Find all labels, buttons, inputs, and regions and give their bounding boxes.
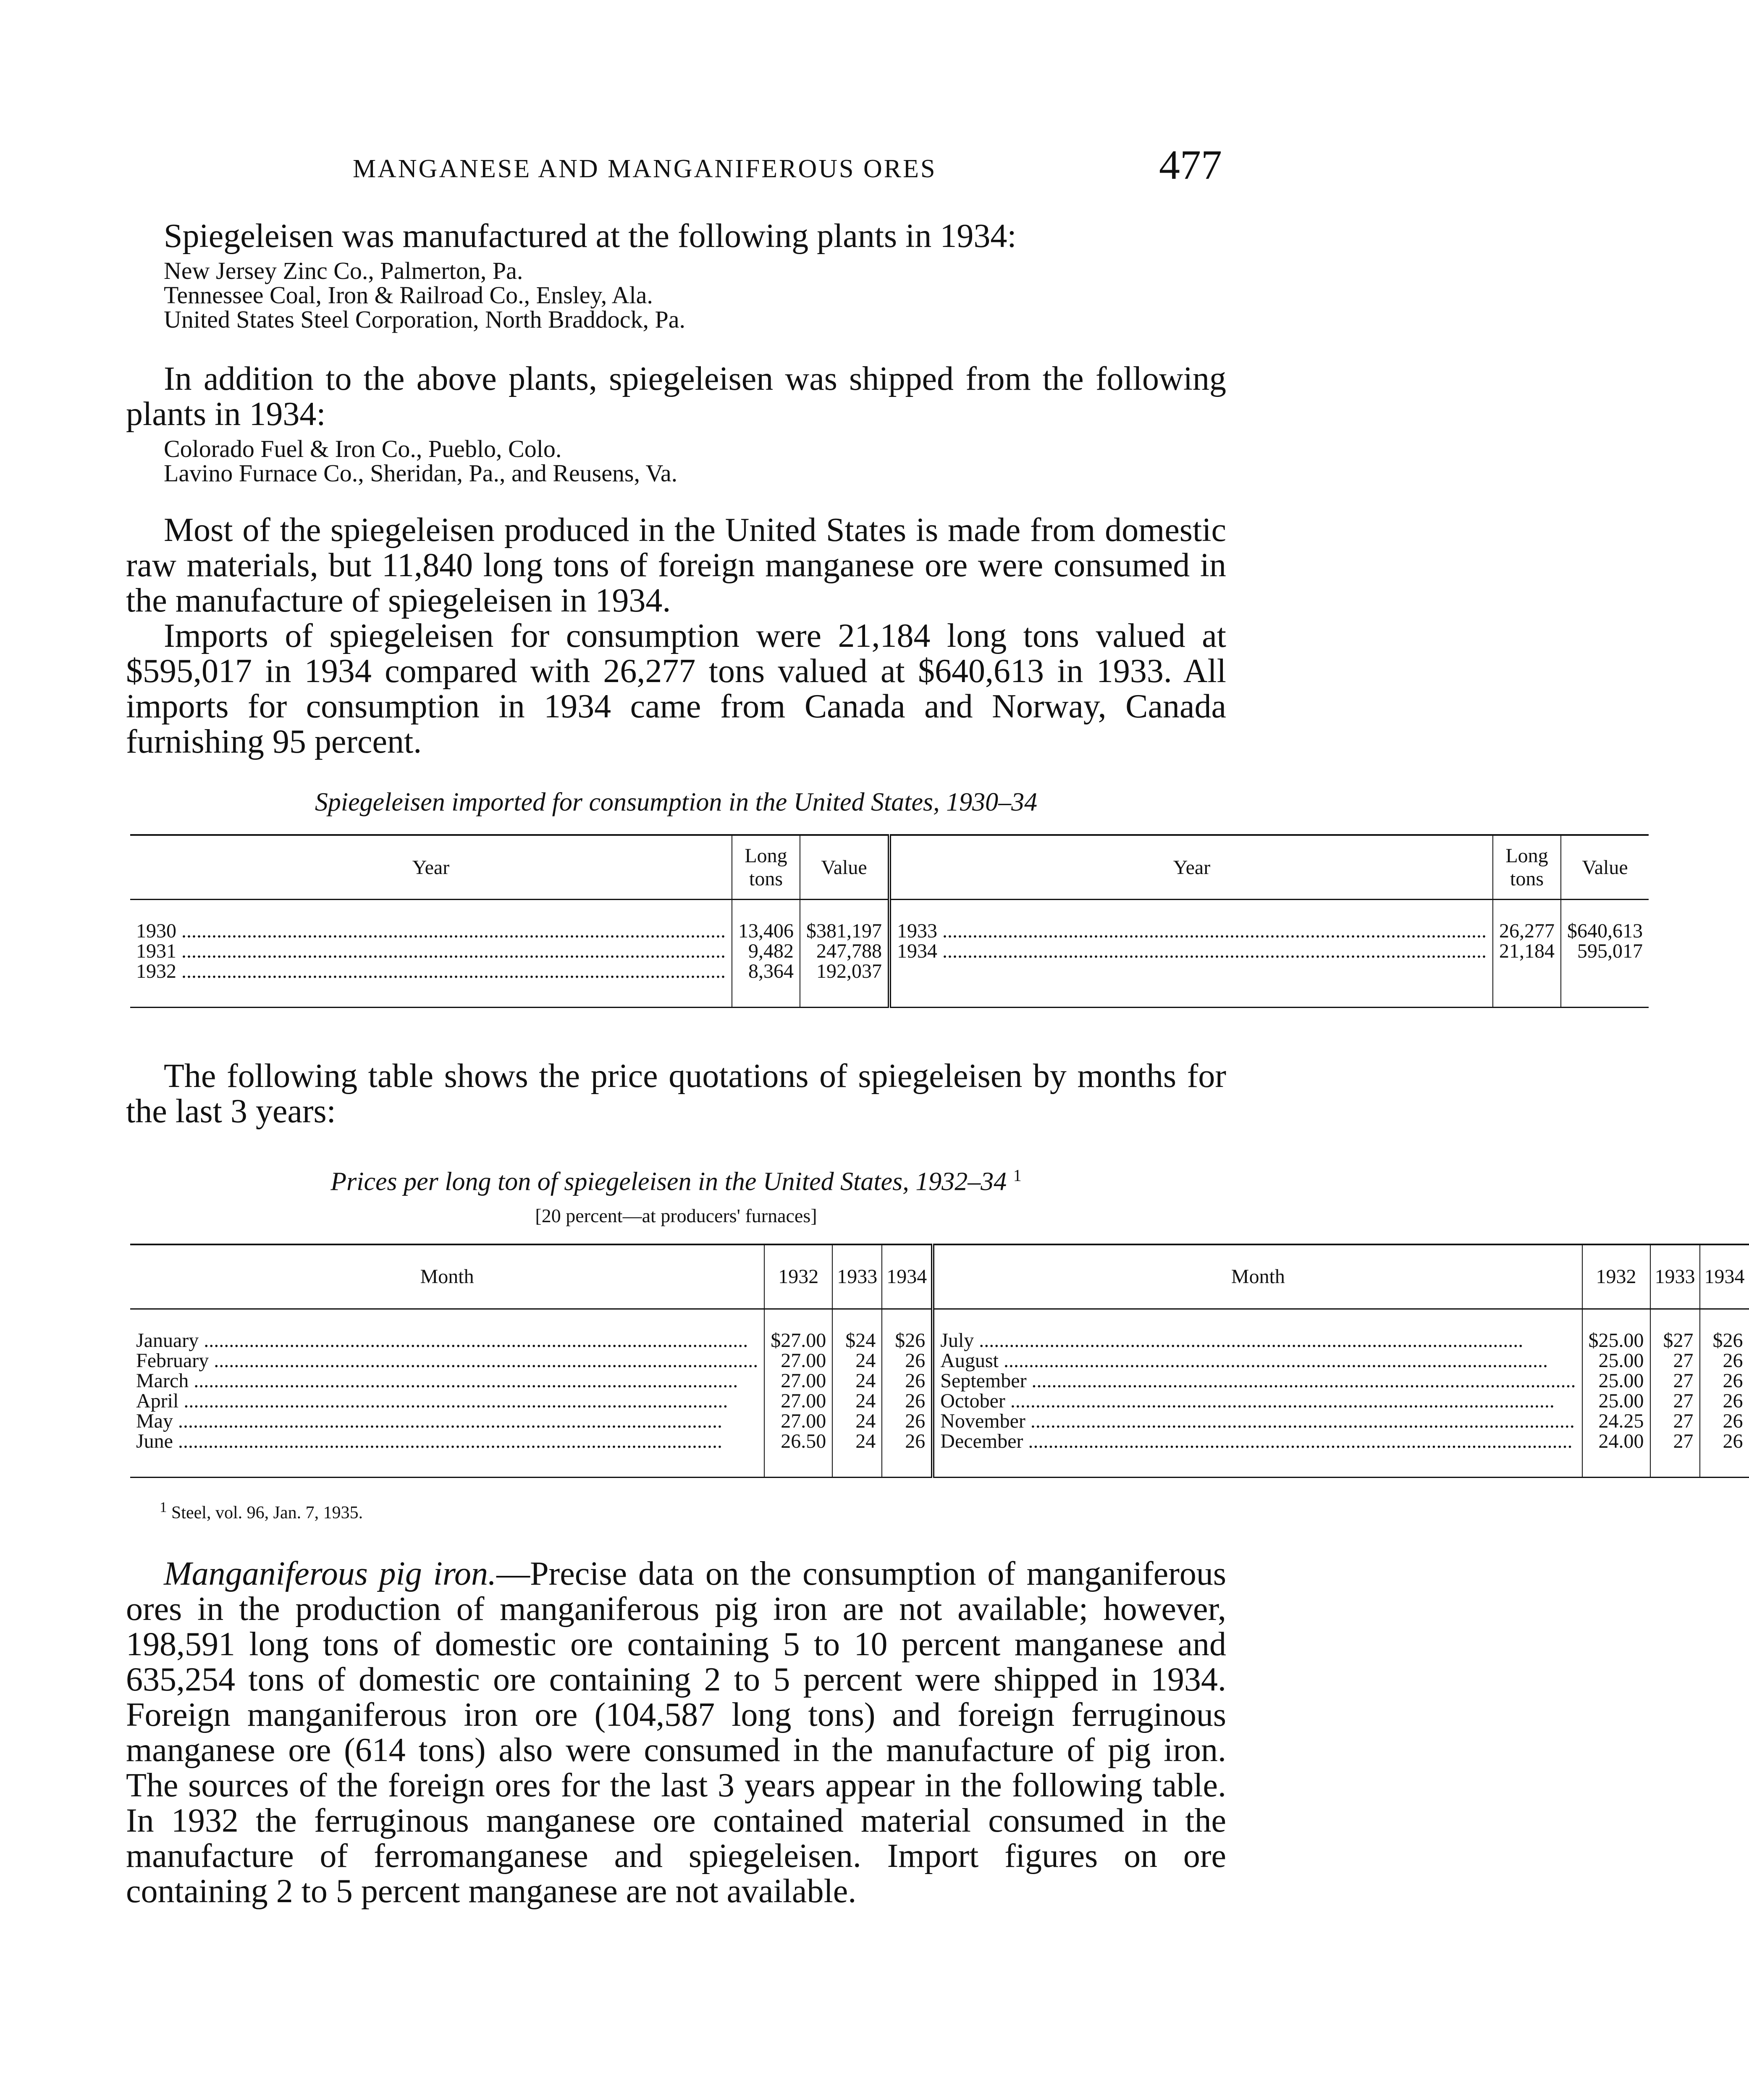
page-header bbox=[126, 142, 1226, 204]
table-row bbox=[130, 1431, 1749, 1478]
row-month: June ..... bbox=[136, 1431, 758, 1452]
price-intro-section bbox=[126, 1058, 1226, 1129]
column-header: 1934 bbox=[1700, 1244, 1749, 1309]
row-year: 1931 ..... bbox=[136, 941, 726, 961]
cell-1932: 27.00 bbox=[764, 1411, 832, 1431]
cell-1932: 26.50 bbox=[764, 1431, 832, 1478]
column-header: 1933 bbox=[832, 1244, 882, 1309]
row-year: 1934 ..... bbox=[897, 941, 1487, 961]
plants-intro: Spiegeleisen was manufactured at the following plants in 1934: bbox=[164, 218, 1017, 255]
cell-1932: 27.00 bbox=[764, 1351, 832, 1371]
column-header: Long tons bbox=[732, 835, 800, 900]
cell-1933: 27 bbox=[1650, 1391, 1700, 1411]
cell-1932: $27.00 bbox=[764, 1309, 832, 1351]
cell-value: 247,788 bbox=[800, 941, 889, 961]
cell-1934: 26 bbox=[882, 1391, 933, 1411]
cell-1932: 24.25 bbox=[1582, 1411, 1650, 1431]
column-header: 1934 bbox=[882, 1244, 933, 1309]
cell-1933: 24 bbox=[832, 1371, 882, 1391]
row-month: April ..... bbox=[136, 1391, 758, 1411]
cell-1933: 24 bbox=[832, 1411, 882, 1431]
table-row bbox=[130, 1411, 1749, 1431]
cell-1932: 25.00 bbox=[1582, 1351, 1650, 1371]
column-header: Long tons bbox=[1493, 835, 1561, 900]
plants-list bbox=[164, 259, 1226, 332]
cell-1932: 25.00 bbox=[1582, 1391, 1650, 1411]
cell-1934: 26 bbox=[882, 1411, 933, 1431]
cell-1933: $27 bbox=[1650, 1309, 1700, 1351]
cell-1934: 26 bbox=[1700, 1371, 1749, 1391]
cell-value: $381,197 bbox=[800, 900, 889, 942]
row-month: May ..... bbox=[136, 1411, 758, 1431]
table-imports bbox=[130, 834, 1649, 1008]
column-header: Value bbox=[800, 835, 889, 900]
footnote bbox=[160, 1499, 1226, 1523]
table-header-row bbox=[130, 835, 1649, 900]
row-year: 1932 ..... bbox=[136, 961, 726, 982]
cell-1934: 26 bbox=[882, 1351, 933, 1371]
row-month: August ..... bbox=[940, 1351, 1576, 1371]
section-lead: Manganiferous pig iron. bbox=[164, 1555, 497, 1592]
cell-value: $640,613 bbox=[1561, 900, 1649, 942]
column-header: Value bbox=[1561, 835, 1649, 900]
row-month: October ..... bbox=[940, 1391, 1576, 1411]
row-year: 1930 ..... bbox=[136, 921, 726, 941]
cell-1932: 27.00 bbox=[764, 1371, 832, 1391]
cell-1933: $24 bbox=[832, 1309, 882, 1351]
table-prices-subcaption: [20 percent—at producers' furnaces] bbox=[535, 1205, 817, 1226]
paragraph-pig-iron bbox=[126, 1556, 1226, 1909]
section-manganiferous-pig-iron bbox=[126, 1556, 1226, 1909]
body-paragraphs bbox=[126, 512, 1226, 759]
row-year: 1933 ..... bbox=[897, 921, 1487, 941]
cell-1933: 27 bbox=[1650, 1411, 1700, 1431]
table-row bbox=[130, 1391, 1749, 1411]
table-header-row bbox=[130, 1244, 1749, 1309]
table-prices-caption: Prices per long ton of spiegeleisen in the United States, 1932–34 $^1$ bbox=[330, 1166, 1022, 1196]
list-item: Tennessee Coal, Iron & Railroad Co., Ensley, Ala. bbox=[164, 281, 653, 309]
table-row bbox=[130, 941, 1649, 961]
row-month: January ..... bbox=[136, 1331, 758, 1351]
column-header: 1932 bbox=[1582, 1244, 1650, 1309]
row-month: November ..... bbox=[940, 1411, 1576, 1431]
cell-1933: 24 bbox=[832, 1431, 882, 1478]
footnote-text: Steel, vol. 96, Jan. 7, 1935. bbox=[171, 1503, 363, 1522]
row-month: September ..... bbox=[940, 1371, 1576, 1391]
table-imports-section bbox=[126, 788, 1643, 1008]
cell-1934: 26 bbox=[882, 1431, 933, 1478]
footnote-mark: 1 bbox=[160, 1499, 167, 1515]
shipped-intro: In addition to the above plants, spiegeleisen was shipped from the following plants in 1934: bbox=[126, 360, 1226, 433]
running-head: MANGANESE AND MANGANIFEROUS ORES bbox=[353, 155, 937, 183]
column-header: 1932 bbox=[764, 1244, 832, 1309]
page-number: 477 bbox=[1159, 142, 1222, 188]
list-item: Colorado Fuel & Iron Co., Pueblo, Colo. bbox=[164, 435, 562, 462]
paragraph-imports: Imports of spiegeleisen for consumption were 21,184 long tons valued at $595,017 in 1934 compared with 26,277 tons valued at $640,613 in 1933. All imports for consumption in 1934 came from Canada and Norway, Canada furnishing 95 percent. bbox=[126, 617, 1226, 760]
cell-value: 192,037 bbox=[800, 961, 889, 1008]
cell-1934: 26 bbox=[1700, 1391, 1749, 1411]
shipped-plants-list bbox=[164, 437, 1226, 486]
row-month: December ..... bbox=[940, 1431, 1576, 1452]
list-item: United States Steel Corporation, North Braddock, Pa. bbox=[164, 306, 685, 333]
table-row bbox=[130, 961, 1649, 1008]
paragraph-price-intro: The following table shows the price quotations of spiegeleisen by months for the last 3 years: bbox=[126, 1058, 1226, 1130]
cell-1933: 27 bbox=[1650, 1431, 1700, 1478]
table-imports-caption: Spiegeleisen imported for consumption in the United States, 1930–34 bbox=[315, 788, 1038, 816]
cell-1932: 24.00 bbox=[1582, 1431, 1650, 1478]
table-row bbox=[130, 1309, 1749, 1351]
table-row bbox=[130, 900, 1649, 942]
cell-1933: 27 bbox=[1650, 1351, 1700, 1371]
list-item: New Jersey Zinc Co., Palmerton, Pa. bbox=[164, 257, 523, 284]
section-plants-manufactured bbox=[126, 218, 1226, 332]
paragraph-domestic-materials: Most of the spiegeleisen produced in the United States is made from domestic raw materials, but 11,840 long tons of foreign manganese ore were consumed in the manufacture of spiegeleisen in 1934. bbox=[126, 512, 1226, 619]
row-month: February ..... bbox=[136, 1351, 758, 1371]
table-prices-section bbox=[126, 1166, 1745, 1523]
table-prices bbox=[130, 1244, 1749, 1478]
column-header: Month bbox=[130, 1244, 764, 1309]
cell-1932: 25.00 bbox=[1582, 1371, 1650, 1391]
cell-long-tons: 21,184 bbox=[1493, 941, 1561, 961]
cell-1933: 24 bbox=[832, 1351, 882, 1371]
row-month: July ..... bbox=[940, 1331, 1576, 1351]
cell-1934: $26 bbox=[882, 1309, 933, 1351]
cell-long-tons: 13,406 bbox=[732, 900, 800, 942]
cell-1934: 26 bbox=[1700, 1431, 1749, 1478]
cell-1934: 26 bbox=[1700, 1351, 1749, 1371]
list-item: Lavino Furnace Co., Sheridan, Pa., and Reusens, Va. bbox=[164, 459, 678, 487]
table-row bbox=[130, 1351, 1749, 1371]
cell-long-tons: 9,482 bbox=[732, 941, 800, 961]
cell-1934: 26 bbox=[882, 1371, 933, 1391]
cell-value: 595,017 bbox=[1561, 941, 1649, 961]
row-month: March ..... bbox=[136, 1371, 758, 1391]
cell-1932: 27.00 bbox=[764, 1391, 832, 1411]
section-plants-shipped bbox=[126, 361, 1226, 486]
table-prices-body bbox=[130, 1309, 1749, 1477]
column-header: 1933 bbox=[1650, 1244, 1700, 1309]
table-row bbox=[130, 1371, 1749, 1391]
cell-1933: 24 bbox=[832, 1391, 882, 1411]
cell-1933: 27 bbox=[1650, 1371, 1700, 1391]
column-header: Month bbox=[933, 1244, 1582, 1309]
cell-long-tons: 8,364 bbox=[732, 961, 800, 1008]
cell-1932: $25.00 bbox=[1582, 1309, 1650, 1351]
column-header: Year bbox=[889, 835, 1493, 900]
cell-1934: $26 bbox=[1700, 1309, 1749, 1351]
cell-long-tons: 26,277 bbox=[1493, 900, 1561, 942]
cell-1934: 26 bbox=[1700, 1411, 1749, 1431]
footnote-ref: 1 bbox=[1013, 1166, 1022, 1185]
column-header: Year bbox=[130, 835, 732, 900]
section-text: —Precise data on the consumption of manganiferous ores in the production of manganiferous pig iron are not available; however, 198,591 long tons of domestic ore containing 5 to 10 percent manganese and 635,254 tons of domestic ore containing 2 to 5 percent were shipped in 1934. Foreign manganiferous iron ore (104,587 long tons) and foreign ferruginous manganese ore (614 tons) also were consumed in the manufacture of pig iron. The sources of the foreign ores for the last 3 years appear in the following table. In 1932 the ferruginous manganese ore contained material consumed in the manufacture of ferromanganese and spiegeleisen. Import figures on ore containing 2 to 5 percent manganese are not available. bbox=[126, 1555, 1227, 1910]
